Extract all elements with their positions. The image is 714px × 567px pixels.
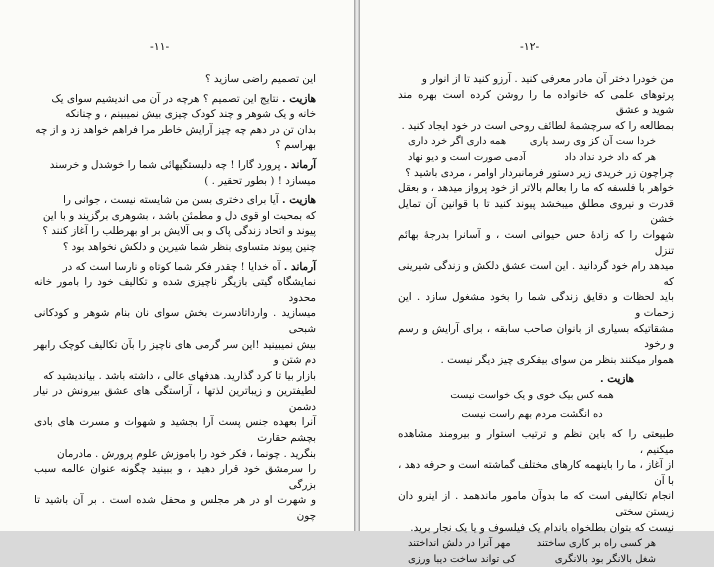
text-line: بهراسم ؟ (275, 139, 316, 152)
verse-hemistich: ده انگشت مردم بهم راست نیست (461, 409, 603, 421)
verse-hemistich: هر که داد خرد نداد داد (564, 151, 656, 163)
left-page-text (34, 72, 316, 525)
text-line: بیش نمیبینید !این سر گرمی های ناچیز را بآن تکالیف کوچک رابهر دم شتن و (34, 338, 316, 367)
text-line: قدرت و نیروی مطلق میبخشد پیوند کنید تا با قوانین آن تمایل خشن (398, 197, 674, 226)
text-line (398, 372, 674, 388)
text-line: طبیعتی را که باین نظم و ترتیب استوار و بیرومند مشاهده میکنیم ، (398, 428, 674, 456)
text-line: خواهر با فلسفه که ما را بعالم بالاتر از خود پرواز میدهد ، و بعقل (398, 182, 674, 195)
verse-hemistich: کی تواند ساخت دیبا ورزی (408, 553, 516, 565)
text-line: آنرا بعهده جنس پست آرا بجشید و شهوات و مسرت های بادی بچشم حقارت (34, 416, 316, 445)
speaker-name: آرماند . (283, 260, 316, 273)
verse-couplet (398, 536, 674, 552)
text-line: چراچون زر خریدی زیر دستور فرمانبردار اوامر ، مردی باشید ؟ (405, 166, 674, 179)
text-line: هازیت . آیا برای دختری بسن من شایسته نیست ، جوانی را (63, 194, 316, 207)
verse-couplet (398, 150, 674, 166)
verse-hemistich: همه کس بیک خوی و یک خواست نیست (450, 389, 614, 401)
text-line: بدان تن در دهم چه چیز آرایش خاطر مرا فراهم خواهد زد و از چه (35, 123, 316, 136)
speaker-name: هازیت . (282, 194, 316, 207)
verse-line (398, 407, 674, 423)
text-line: من خودرا دختر آن مادر معرفی کنید . آرزو کنید تا از انوار و (421, 73, 674, 85)
text-line: را سرمشق خود قرار دهید ، و ببینید چگونه عنوان عالمه سبب بزرگی (34, 463, 316, 491)
text-line: آرماند . پرورد گارا ! چه دلبستگیهائی شما را خوشدل و خرسند (49, 158, 316, 171)
text-line: آرماند . آه خدایا ! چقدر فکر شما کوتاه و نارسا است که در (62, 260, 316, 273)
verse-hemistich: هر کسی راه بر کاری ساختند (536, 538, 656, 550)
text-line: چنین پیوند متساوی بنظر شما شیرین و دلکش نخواهد بود ؟ (62, 240, 316, 253)
verse-hemistich: آدمی صورت است و دیو نهاد (408, 151, 526, 163)
speaker-name: آرماند . (283, 158, 316, 171)
text-line: از آغاز ، ما را باینهمه کارهای مختلف گماشته است و حرفه دهد ، با آن (398, 459, 674, 487)
text-line: بنگرید . چونما ، فکر خود را باموزش علوم پرورش . مادرمان (57, 447, 316, 460)
verse-couplet (398, 552, 674, 567)
text-line: پیوند و اتحاد زندگی پاک و بی آلایش بر او بهرطلب را آغاز کنند ؟ (42, 225, 316, 238)
page-number-right: -۱۲- (520, 40, 540, 53)
text-line: هازیت . نتایج این تصمیم ؟ هرچه در آن می اندیشیم سوای یک (51, 92, 316, 105)
right-page-text (398, 72, 674, 567)
text-line: مشقاتیکه بسیاری از بانوان صاحب سابقه ، برای آرایش و رسم و رخود (398, 322, 674, 351)
text-line: خانه و یک شوهر و چند کودک چیزی بیش نمیبینم ، و چنانکه (65, 108, 316, 121)
text-line: بمطالعه را که سرچشمهٔ لطائف روحی است در خود ایجاد کنید . (401, 119, 674, 132)
text-line: که بمحبت او قوی دل و مطمئن باشد ، بشوهری برگزیند و با این (42, 209, 316, 222)
text-line: نمایشگاه گیتی بازیگر ناچیزی شده و تکالیف خود را بامور خانه محدود (34, 276, 316, 304)
text-line: این‌ تصمیم راضی‌ سازید ؟ (205, 73, 316, 85)
text-line: لطیفترین و زیباترین لذتها ، آراستگی های عشق بیرونش در نیار دشمن (34, 385, 316, 413)
text-line: انجام تکالیفی است که ما بدوآن مامور ماندهمد . از اینرو دان زیستن سختی (398, 490, 674, 519)
verse-hemistich: همه داری اگر خرد داری (408, 136, 507, 148)
verse-hemistich: شغل بالانگر بود بالانگری (554, 553, 656, 565)
speaker-name: هازیت . (282, 92, 316, 105)
verse-line (398, 388, 674, 404)
text-line: میدهد رام خود گردانید . این است عشق دلکش و زندگی شیرینی که (398, 260, 674, 288)
page-number-left: -۱۱- (150, 40, 170, 53)
text-line: نیست که بتوان بطلخواه باندام یک فیلسوف و یا یک نجار برید. (410, 521, 674, 534)
verse-couplet (398, 134, 674, 150)
speaker-name: هازیت . (600, 373, 634, 386)
text-line: بازار بیا تا کرد گذارید. هدفهای عالی ، داشته باشد . بیاندیشید که (43, 369, 316, 382)
text-line: باید لحظات و دقایق زندگی شما را بخود مشغول سازد . این زحمات و (398, 291, 674, 319)
text-line: هموار میکنند بنظر من سوای بیفکری چیز دیگر نیست . (440, 353, 674, 366)
text-line: میسازد ! ( بطور تحقیر . ) (204, 174, 316, 187)
text-line: شهوات را که زادهٔ حس حیوانی است ، و آسانرا بدرجهٔ بهائم تنزل (398, 228, 674, 257)
text-line: میسازید . وارداتادسرت بخش سوای نان بنام شوهر و کودکانی شبحی (34, 307, 316, 335)
left-page (0, 0, 354, 531)
right-page (360, 0, 714, 565)
text-line: پرتوهای علمی که خانواده ما را روشن کرده است بهره مند شوید و عشق (398, 88, 674, 117)
verse-hemistich: مهر آنرا در دلش انداختند (408, 538, 511, 550)
verse-hemistich: خردا ست آن کز وی رسد یاری (529, 136, 656, 148)
text-line: و شهرت او در هر مجلس و محفل شده است . بر آن باشید تا چون (34, 494, 316, 523)
